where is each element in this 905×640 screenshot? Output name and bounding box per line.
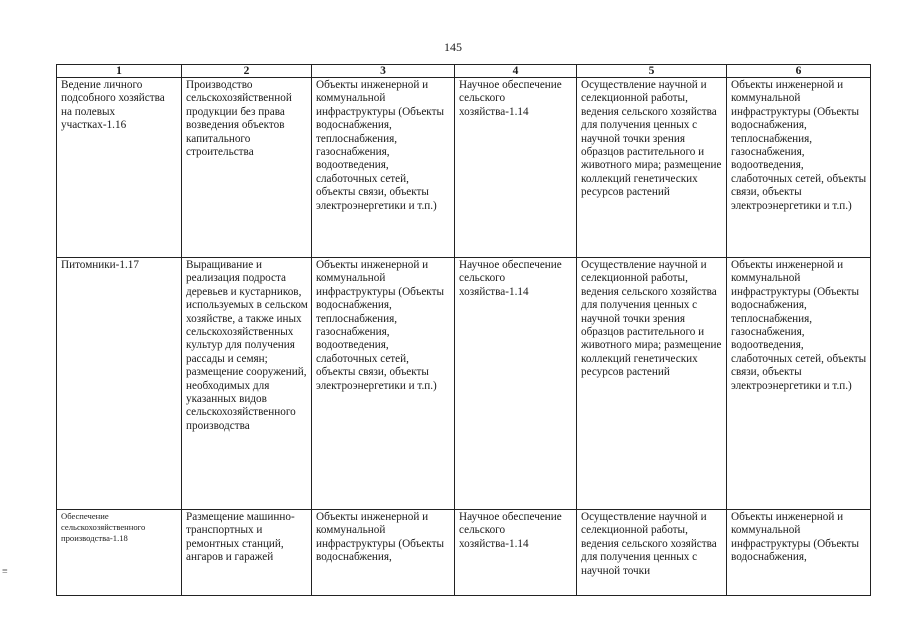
conditional-use-cell: Научное обеспечение сельского хозяйства-1.14 [455, 78, 577, 258]
header-row [57, 65, 871, 78]
description-cell: Размещение машинно-транспортных и ремонтных станций, ангаров и гаражей [182, 510, 312, 596]
header-cell-3: 3 [312, 65, 455, 78]
page-number: 145 [444, 40, 462, 54]
main-use-cell: Обеспечение сельскохозяйственного производства-1.18 [57, 510, 182, 596]
auxiliary-use-cell: Объекты инженерной и коммунальной инфраструктуры (Объекты водоснабжения, теплоснабжения, газоснабжения, водоотведения, слаботочных сетей, объекты связи, объекты электроэнергетики и т.п.) [312, 78, 455, 258]
conditional-description-cell: Осуществление научной и селекционной работы, ведения сельского хозяйства для получения ценных с научной точки [577, 510, 727, 596]
conditional-auxiliary-cell: Объекты инженерной и коммунальной инфраструктуры (Объекты водоснабжения, [727, 510, 871, 596]
header-cell-5: 5 [577, 65, 727, 78]
table-row [57, 510, 871, 596]
auxiliary-use-cell: Объекты инженерной и коммунальной инфраструктуры (Объекты водоснабжения, [312, 510, 455, 596]
header-cell-2: 2 [182, 65, 312, 78]
description-cell: Производство сельскохозяйственной продукции без права возведения объектов капитального строительства [182, 78, 312, 258]
conditional-auxiliary-cell: Объекты инженерной и коммунальной инфраструктуры (Объекты водоснабжения, теплоснабжения, газоснабжения, водоотведения, слаботочных сетей, объекты связи, объекты электроэнергетики и т.п.) [727, 258, 871, 510]
main-use-cell: Питомники-1.17 [57, 258, 182, 510]
margin-mark: ≡ [2, 566, 8, 577]
conditional-use-cell: Научное обеспечение сельского хозяйства-1.14 [455, 510, 577, 596]
conditional-description-cell: Осуществление научной и селекционной работы, ведения сельского хозяйства для получения ценных с научной точки зрения образцов растительного и животного мира; размещение коллекций генетических ресурсов растений [577, 78, 727, 258]
description-cell: Выращивание и реализация подроста деревьев и кустарников, используемых в сельском хозяйстве, а также иных сельскохозяйственных культур для получения рассады и семян; размещение сооружений, необходимых для указанных видов сельскохозяйственного производства [182, 258, 312, 510]
table-row [57, 258, 871, 510]
conditional-auxiliary-cell: Объекты инженерной и коммунальной инфраструктуры (Объекты водоснабжения, теплоснабжения, газоснабжения, водоотведения, слаботочных сетей, объекты связи, объекты электроэнергетики и т.п.) [727, 78, 871, 258]
header-cell-6: 6 [727, 65, 871, 78]
header-cell-1: 1 [57, 65, 182, 78]
auxiliary-use-cell: Объекты инженерной и коммунальной инфраструктуры (Объекты водоснабжения, теплоснабжения, газоснабжения, водоотведения, слаботочных сетей, объекты связи, объекты электроэнергетики и т.п.) [312, 258, 455, 510]
header-cell-4: 4 [455, 65, 577, 78]
conditional-description-cell: Осуществление научной и селекционной работы, ведения сельского хозяйства для получения ценных с научной точки зрения образцов растительного и животного мира; размещение коллекций генетических ресурсов растений [577, 258, 727, 510]
conditional-use-cell: Научное обеспечение сельского хозяйства-1.14 [455, 258, 577, 510]
main-use-cell: Ведение личного подсобного хозяйства на полевых участках-1.16 [57, 78, 182, 258]
land-use-table [56, 64, 871, 596]
table-row [57, 78, 871, 258]
